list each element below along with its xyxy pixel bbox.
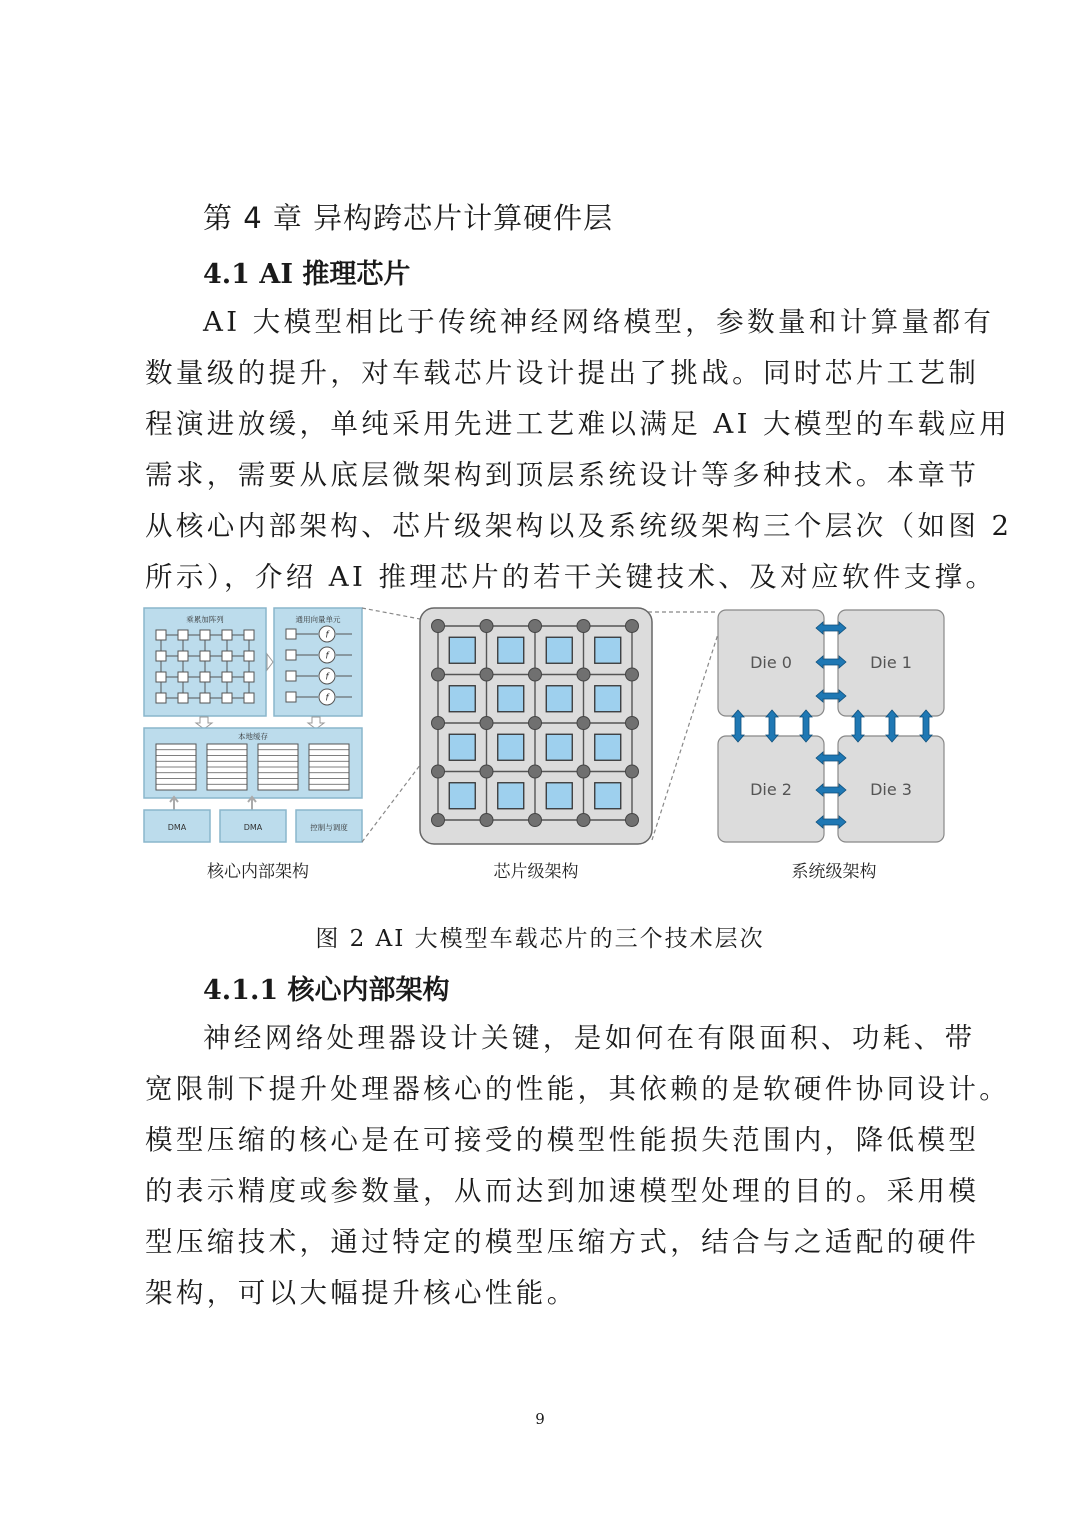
paragraph-line: 所示），介绍 AI 推理芯片的若干关键技术、及对应软件支撑。	[145, 561, 997, 593]
paragraph-line: 数量级的提升，对车载芯片设计提出了挑战。同时芯片工艺制	[145, 357, 980, 389]
core-architecture-panel	[144, 608, 362, 882]
mac-cell	[200, 672, 210, 682]
vector-input-cell	[286, 671, 296, 681]
vector-input-cell	[286, 629, 296, 639]
system-architecture-caption: 系统级架构	[791, 862, 877, 882]
vector-function-symbol: f	[325, 693, 329, 704]
chapter-title: 第 4 章 异构跨芯片计算硬件层	[203, 201, 614, 235]
compute-core	[498, 637, 524, 663]
horizontal-arrow-icon	[816, 622, 846, 634]
vector-function-symbol: f	[325, 630, 329, 641]
mac-cell	[178, 693, 188, 703]
paragraph-line: 从核心内部架构、芯片级架构以及系统级架构三个层次（如图 2	[145, 510, 1013, 542]
compute-core	[546, 637, 572, 663]
compute-core	[498, 783, 524, 809]
die-3-label: Die 3	[870, 780, 912, 799]
compute-core	[498, 734, 524, 760]
compute-core	[546, 686, 572, 712]
mac-cell	[178, 630, 188, 640]
vector-function-symbol: f	[325, 672, 329, 683]
router-node	[480, 620, 493, 633]
mac-cell	[244, 651, 254, 661]
paragraph-line: 程演进放缓，单纯采用先进工艺难以满足 AI 大模型的车载应用	[145, 408, 1011, 440]
mac-cell	[222, 630, 232, 640]
paragraph-line: 需求，需要从底层微架构到顶层系统设计等多种技术。本章节	[145, 459, 980, 491]
vector-input-cell	[286, 692, 296, 702]
vector-unit-label: 通用向量单元	[295, 615, 341, 624]
horizontal-arrow-icon	[816, 690, 846, 702]
figure-three-levels	[140, 604, 950, 898]
compute-core	[546, 783, 572, 809]
router-node	[432, 765, 445, 778]
router-node	[432, 620, 445, 633]
architecture-diagram	[140, 604, 950, 894]
horizontal-arrow-icon	[816, 784, 846, 796]
router-node	[432, 668, 445, 681]
router-node	[529, 668, 542, 681]
compute-core	[449, 686, 475, 712]
mac-array-label: 乘累加阵列	[186, 615, 224, 624]
router-node	[626, 814, 639, 827]
compute-core	[449, 637, 475, 663]
mac-cell	[200, 630, 210, 640]
compute-core	[595, 637, 621, 663]
paragraph-line: 型压缩技术，通过特定的模型压缩方式，结合与之适配的硬件	[145, 1226, 980, 1258]
vertical-arrow-icon	[852, 710, 864, 742]
paragraph-line: 的表示精度或参数量，从而达到加速模型处理的目的。采用模	[145, 1175, 980, 1207]
mac-cell	[200, 693, 210, 703]
router-node	[432, 814, 445, 827]
vertical-arrow-icon	[920, 710, 932, 742]
compute-core	[595, 686, 621, 712]
vector-input-cell	[286, 650, 296, 660]
router-node	[577, 765, 590, 778]
router-node	[577, 814, 590, 827]
mac-cell	[156, 693, 166, 703]
router-node	[480, 765, 493, 778]
router-node	[480, 814, 493, 827]
vertical-arrow-icon	[732, 710, 744, 742]
paragraph-line: 架构，可以大幅提升核心性能。	[145, 1277, 578, 1309]
dma-label: DMA	[243, 823, 263, 832]
section-title: 4.1 AI 推理芯片	[203, 259, 411, 290]
vector-function-symbol: f	[325, 651, 329, 662]
figure-caption: 图 2 AI 大模型车载芯片的三个技术层次	[315, 926, 765, 952]
router-node	[626, 717, 639, 730]
mac-cell	[156, 672, 166, 682]
router-node	[529, 620, 542, 633]
chip-mesh-network	[432, 620, 639, 827]
horizontal-arrow-icon	[816, 816, 846, 828]
die-0-label: Die 0	[750, 653, 792, 672]
vertical-arrow-icon	[886, 710, 898, 742]
paragraph-line: AI 大模型相比于传统神经网络模型，参数量和计算量都有	[203, 306, 995, 338]
page-number: 9	[535, 1410, 545, 1428]
vertical-arrow-icon	[800, 710, 812, 742]
router-node	[577, 717, 590, 730]
router-node	[626, 765, 639, 778]
router-node	[626, 620, 639, 633]
chip-architecture-caption: 芯片级架构	[493, 862, 579, 882]
compute-core	[498, 686, 524, 712]
compute-core	[449, 783, 475, 809]
mac-cell	[244, 630, 254, 640]
mac-cell	[200, 651, 210, 661]
router-node	[626, 668, 639, 681]
router-node	[480, 717, 493, 730]
mac-cell	[244, 693, 254, 703]
mac-cell	[222, 672, 232, 682]
paragraph-core	[145, 1013, 1011, 1319]
paragraph-intro	[145, 297, 1013, 603]
mac-cell	[156, 651, 166, 661]
core-architecture-caption: 核心内部架构	[207, 862, 309, 882]
paragraph-line: 宽限制下提升处理器核心的性能，其依赖的是软硬件协同设计。	[145, 1073, 1011, 1105]
control-label: 控制与调度	[310, 823, 348, 832]
horizontal-arrow-icon	[816, 656, 846, 668]
router-node	[529, 814, 542, 827]
mac-cell	[178, 651, 188, 661]
die-2-label: Die 2	[750, 780, 792, 799]
local-memory-label: 本地缓存	[238, 732, 268, 741]
router-node	[577, 620, 590, 633]
router-node	[529, 765, 542, 778]
arrow-right-icon	[267, 654, 273, 670]
dma-label: DMA	[167, 823, 187, 832]
paragraph-line: 神经网络处理器设计关键，是如何在有限面积、功耗、带	[203, 1022, 976, 1054]
horizontal-arrow-icon	[816, 752, 846, 764]
router-node	[480, 668, 493, 681]
compute-core	[546, 734, 572, 760]
compute-core	[595, 783, 621, 809]
router-node	[432, 717, 445, 730]
die-1-label: Die 1	[870, 653, 912, 672]
mac-cell	[178, 672, 188, 682]
mac-cell	[222, 693, 232, 703]
mac-cell	[222, 651, 232, 661]
router-node	[529, 717, 542, 730]
paragraph-line: 模型压缩的核心是在可接受的模型性能损失范围内，降低模型	[145, 1124, 980, 1156]
arrow-down-icon	[196, 717, 212, 729]
system-architecture-panel	[718, 610, 944, 882]
chip-architecture-panel	[420, 608, 652, 882]
arrow-down-icon	[308, 717, 324, 729]
router-node	[577, 668, 590, 681]
mac-cell	[156, 630, 166, 640]
compute-core	[595, 734, 621, 760]
subsection-title: 4.1.1 核心内部架构	[203, 975, 450, 1006]
vertical-arrow-icon	[766, 710, 778, 742]
mac-cell	[244, 672, 254, 682]
compute-core	[449, 734, 475, 760]
